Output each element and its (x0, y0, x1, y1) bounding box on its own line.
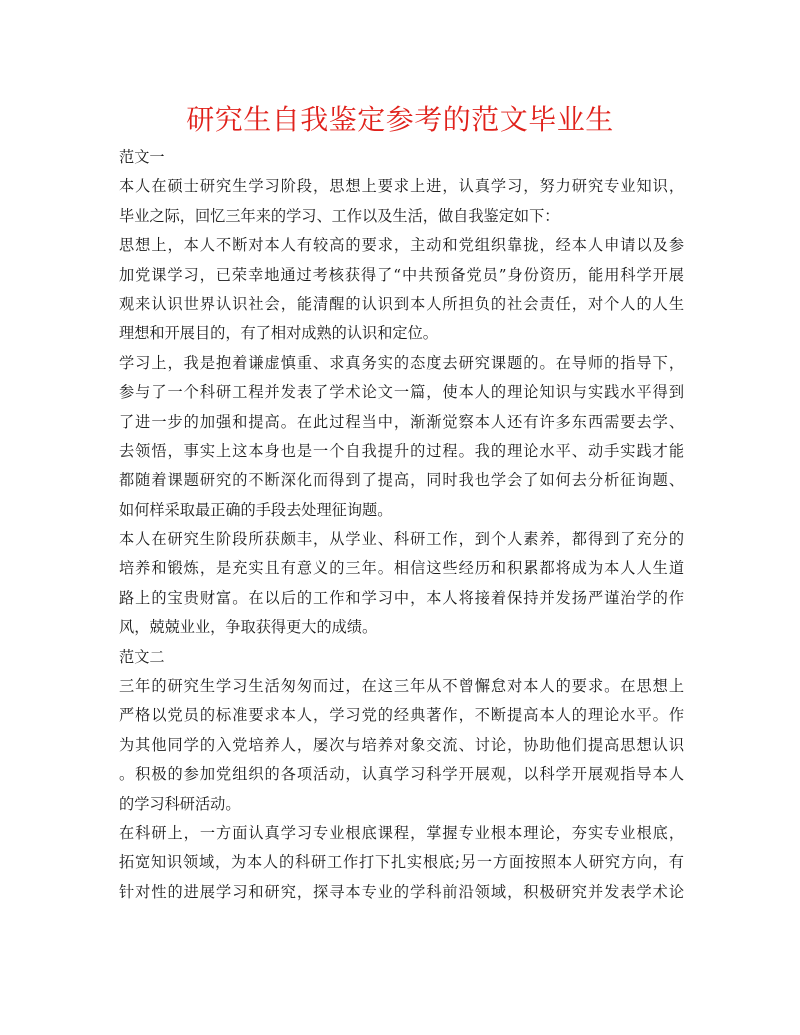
paragraph-line: 本人在研究生阶段所获颇丰，从学业、科研工作，到个人素养，都得到了充分的 (119, 530, 684, 549)
document-title: 研究生自我鉴定参考的范文毕业生 (186, 103, 614, 136)
section-heading-2: 范文二 (119, 647, 165, 666)
paragraph-line: 培养和锻炼，是充实且有意义的三年。相信这些经历和积累都将成为本人人生道 (119, 559, 684, 578)
paragraph-line: 加党课学习，已荣幸地通过考核获得了“中共预备党员”身份资历，能用科学开展 (119, 265, 684, 284)
paragraph-line: 拓宽知识领域，为本人的科研工作打下扎实根底;另一方面按照本人研究方向，有 (119, 853, 684, 872)
paragraph-line: 学习上，我是抱着谦虚慎重、求真务实的态度去研究课题的。在导师的指导下， (119, 353, 684, 372)
paragraph-line: 理想和开展目的，有了相对成熟的认识和定位。 (119, 324, 438, 343)
paragraph-line: 毕业之际，回忆三年来的学习、工作以及生活，做自我鉴定如下： (119, 206, 560, 225)
paragraph-line: 了进一步的加强和提高。在此过程当中，渐渐觉察本人还有许多东西需要去学、 (119, 412, 684, 431)
paragraph-line: 严格以党员的标准要求本人，学习党的经典著作，不断提高本人的理论水平。作 (119, 706, 684, 725)
paragraph-line: 风，兢兢业业，争取获得更大的成绩。 (119, 618, 378, 637)
paragraph-line: 在科研上，一方面认真学习专业根底课程，掌握专业根本理论，夯实专业根底， (119, 823, 684, 842)
paragraph-line: 本人在硕士研究生学习阶段，思想上要求上进，认真学习，努力研究专业知识， (119, 177, 684, 196)
paragraph-line: 三年的研究生学习生活匆匆而过，在这三年从不曾懈怠对本人的要求。在思想上 (119, 677, 684, 696)
paragraph-line: 参与了一个科研工程并发表了学术论文一篇，使本人的理论知识与实践水平得到 (119, 383, 684, 402)
paragraph-line: 都随着课题研究的不断深化而得到了提高，同时我也学会了如何去分析征询题、 (119, 471, 684, 490)
paragraph-line: 去领悟，事实上这本身也是一个自我提升的过程。我的理论水平、动手实践才能 (119, 441, 684, 460)
paragraph-line: 路上的宝贵财富。在以后的工作和学习中，本人将接着保持并发扬严谨治学的作 (119, 588, 684, 607)
document-body (119, 143, 684, 907)
paragraph-line: 思想上，本人不断对本人有较高的要求，主动和党组织靠拢，经本人申请以及参 (119, 236, 684, 255)
paragraph-line: 如何样采取最正确的手段去处理征询题。 (119, 500, 393, 519)
paragraph-line: 的学习科研活动。 (119, 794, 241, 813)
paragraph-line: 为其他同学的入党培养人，屡次与培养对象交流、讨论，协助他们提高思想认识 (119, 735, 684, 754)
paragraph-line: 观来认识世界认识社会，能清醒的认识到本人所担负的社会责任，对个人的人生 (119, 294, 684, 313)
section-heading-1: 范文一 (119, 148, 165, 166)
paragraph-line: 。积极的参加党组织的各项活动，认真学习科学开展观，以科学开展观指导本人 (119, 765, 684, 784)
paragraph-line: 针对性的进展学习和研究，探寻本专业的学科前沿领域，积极研究并发表学术论 (119, 882, 684, 901)
